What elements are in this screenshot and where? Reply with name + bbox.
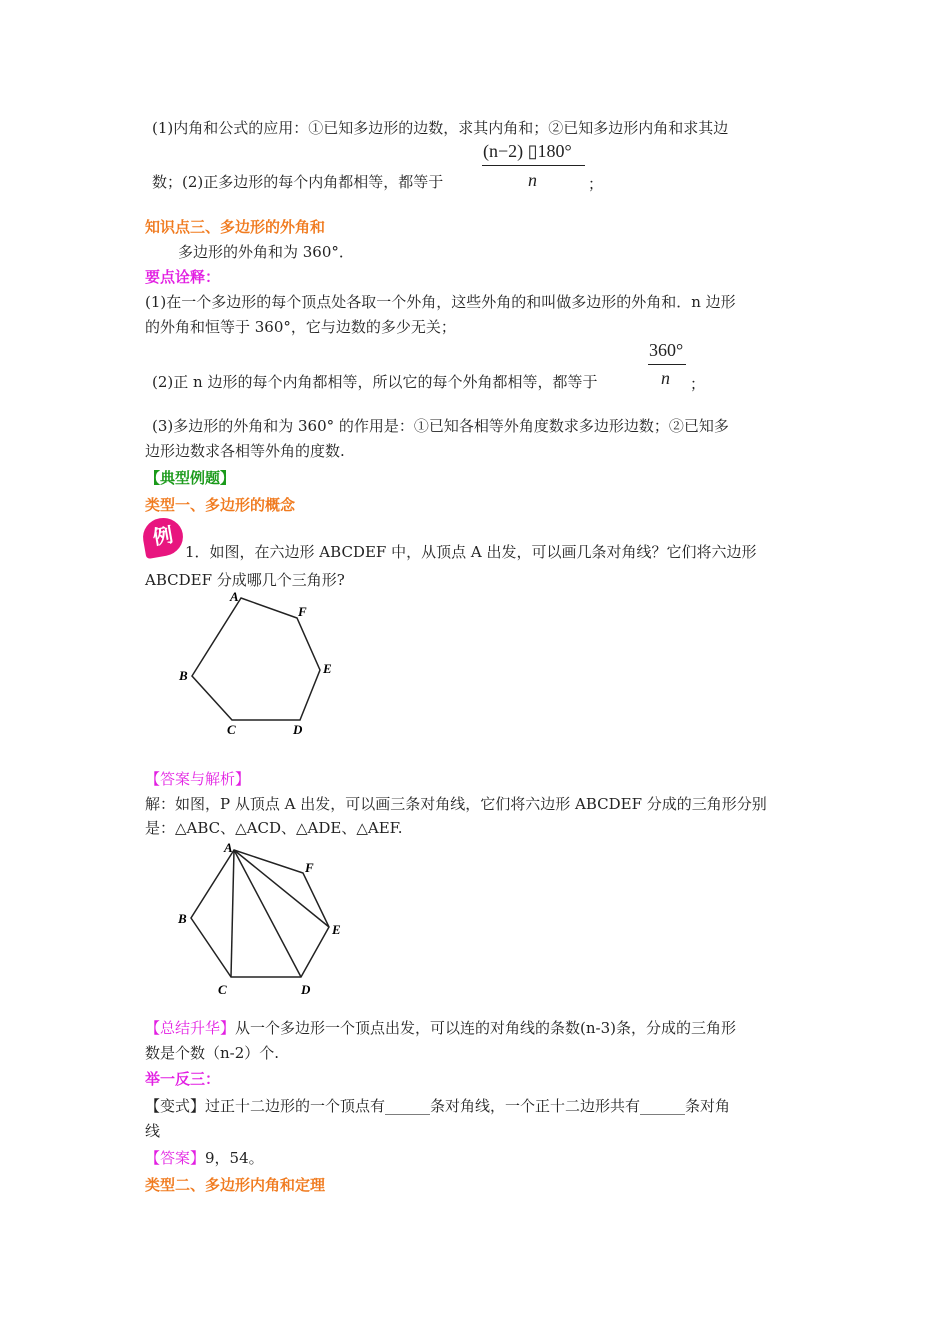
vertex-label-d: D (301, 982, 311, 997)
interior-app-line2: 数；(2)正多边形的每个内角都相等，都等于 (152, 173, 444, 191)
vertex-label-a: A (230, 589, 239, 604)
vertex-label-b: B (178, 911, 187, 926)
vertex-label-f: F (305, 860, 314, 875)
note2-denominator: n (661, 368, 670, 388)
answer-label: 【答案与解析】 (145, 770, 251, 788)
section-heading-exterior: 知识点三、多边形的外角和 (145, 218, 326, 236)
summary-line1 (145, 1018, 736, 1038)
notes-heading: 要点诠释： (145, 268, 221, 286)
key-label: 【答案】 (145, 1149, 206, 1167)
vertex-label-e: E (323, 661, 332, 676)
type1-heading: 类型一、多边形的概念 (145, 496, 296, 514)
key-line (145, 1148, 264, 1168)
diagonal-ac (231, 850, 234, 977)
summary-line2: 数是个数（n-2）个. (145, 1044, 280, 1062)
summary-label: 【总结升华】 (145, 1019, 236, 1037)
note3-line2: 边形边数求各相等外角的度数. (145, 442, 345, 460)
practice-heading: 举一反三： (145, 1070, 221, 1088)
note3-line1: (3)多边形的外角和为 360° 的作用是：①已知各相等外角度数求多边形边数；②已知多 (152, 417, 729, 435)
answer-line2: 是：△ABC、△ACD、△ADE、△AEF. (145, 819, 403, 837)
note2-numerator: 360° (649, 340, 684, 360)
variant-label: 【变式】 (145, 1097, 206, 1115)
vertex-label-c: C (218, 982, 227, 997)
examples-heading: 【典型例题】 (145, 469, 236, 487)
vertex-label-d: D (293, 722, 303, 737)
summary-text: 从一个多边形一个顶点出发，可以连的对角线的条数(n-3)条，分成的三角形 (235, 1019, 736, 1037)
question1-line2: ABCDEF 分成哪几个三角形? (145, 571, 345, 589)
note1-line1: (1)在一个多边形的每个顶点处各取一个外角，这些外角的和叫做多边形的外角和．n 边形 (145, 293, 736, 311)
interior-app-line1: (1)内角和公式的应用：①已知多边形的边数，求其内角和；②已知多边形内角和求其边 (152, 119, 729, 137)
vertex-label-b: B (179, 668, 188, 683)
vertex-label-f: F (298, 604, 307, 619)
hexagon-figure-2 (177, 840, 341, 997)
formula-denominator: n (528, 170, 537, 190)
semicolon: ； (588, 175, 604, 193)
vertex-label-a: A (224, 840, 233, 855)
hexagon-figure-1 (178, 589, 332, 737)
diagonal-ae (234, 850, 329, 927)
vertex-label-c: C (227, 722, 236, 737)
variant-text: 过正十二边形的一个顶点有______条对角线，一个正十二边形共有______条对角 (205, 1097, 731, 1115)
question1-line1: 1．如图，在六边形 ABCDEF 中，从顶点 A 出发，可以画几条对角线？它们将六边形 (185, 543, 757, 561)
variant-line2: 线 (145, 1122, 161, 1140)
vertex-label-e: E (332, 922, 341, 937)
key-value: 9，54。 (205, 1149, 264, 1167)
variant-line1 (145, 1096, 730, 1116)
exterior-statement: 多边形的外角和为 360°． (178, 243, 354, 261)
formula-numerator: (n−2) ▯180° (483, 141, 572, 161)
example-badge: 例 (140, 515, 186, 559)
type2-heading: 类型二、多边形内角和定理 (145, 1176, 326, 1194)
note2-line: (2)正 n 边形的每个内角都相等，所以它的每个外角都相等，都等于 (152, 373, 598, 391)
semicolon: ； (690, 375, 706, 393)
answer-line1: 解：如图，P 从顶点 A 出发，可以画三条对角线，它们将六边形 ABCDEF 分成的三角形分别 (145, 795, 767, 813)
note1-line2: 的外角和恒等于 360°，它与边数的多少无关； (145, 318, 456, 336)
